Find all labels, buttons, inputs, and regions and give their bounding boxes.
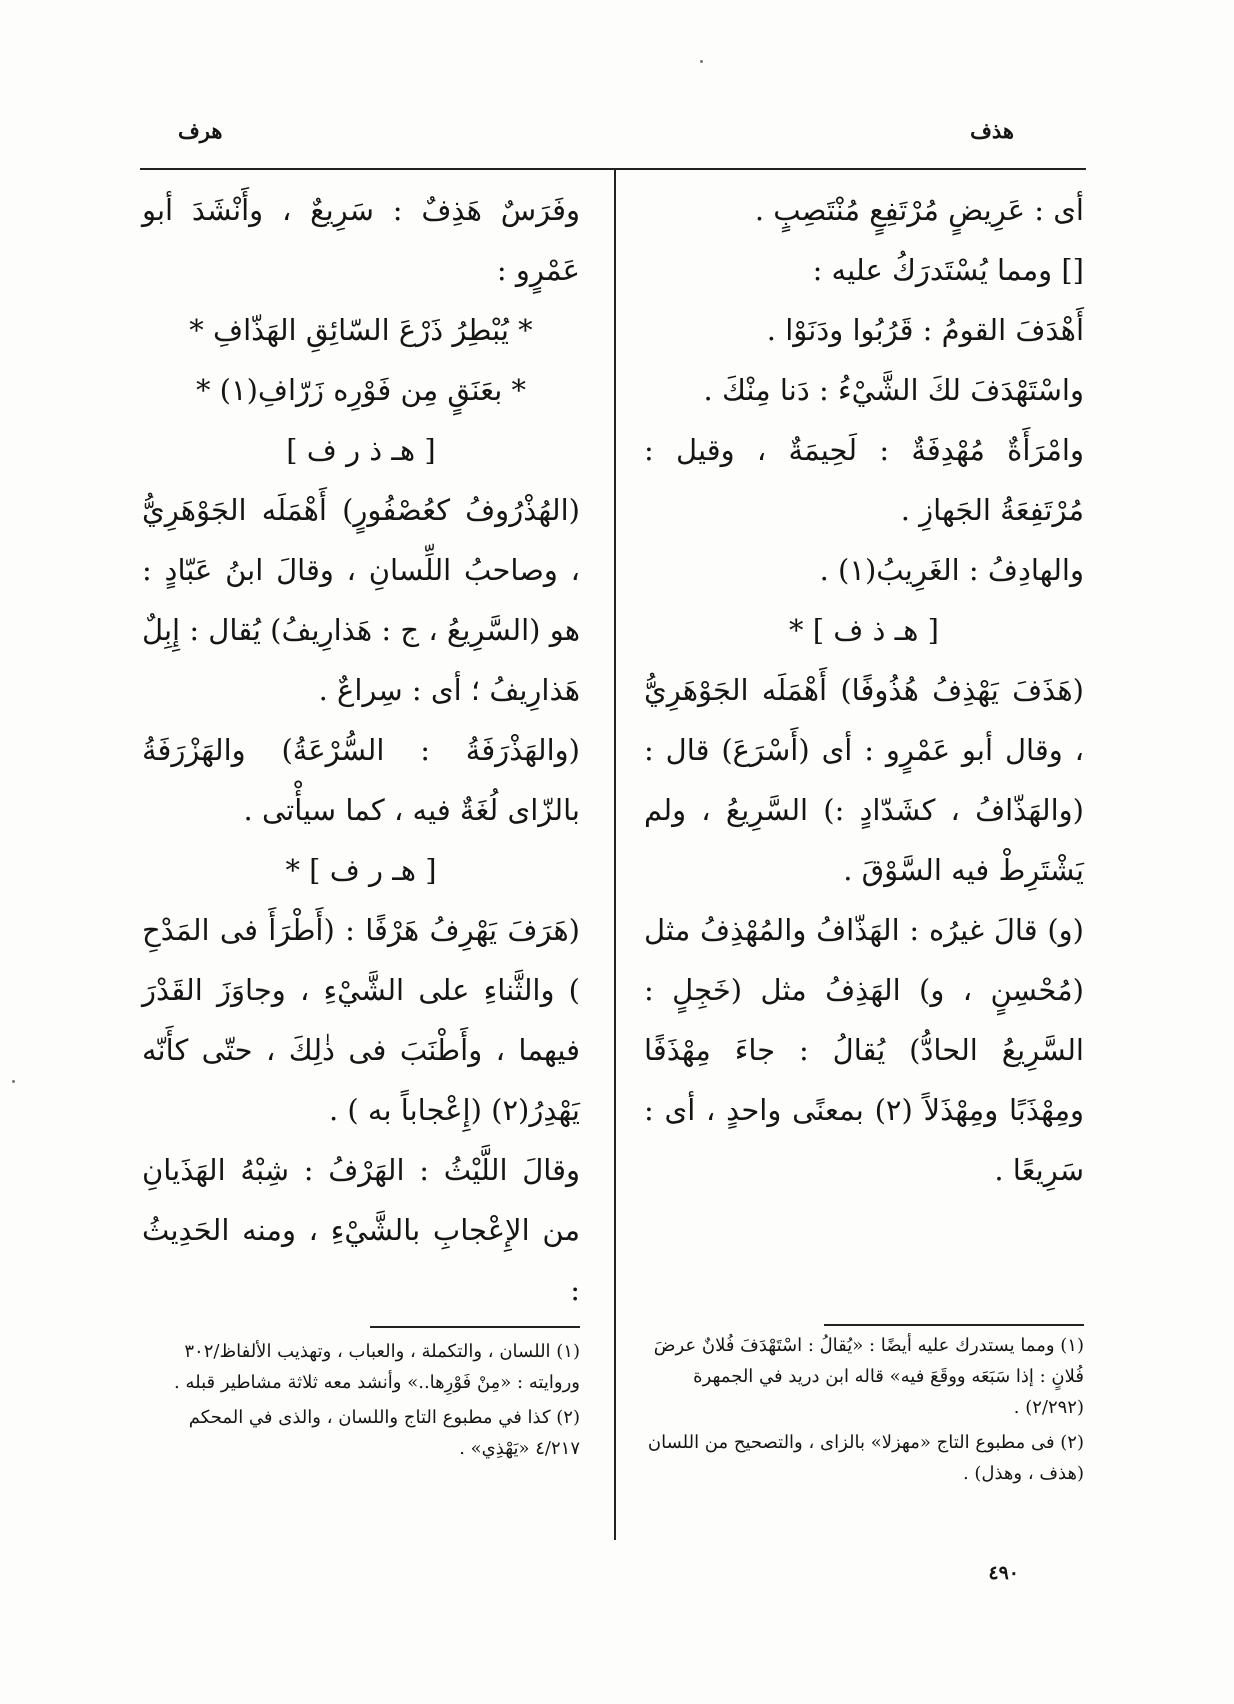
column-divider xyxy=(614,170,616,1540)
entry-heading: * يُبْطِرُ ذَرْعَ السّائِقِ الهَذّافِ * xyxy=(189,313,533,347)
footnote-rule-right xyxy=(824,1324,1084,1326)
entry-paragraph: وقالَ اللَّيْثُ : الهَرْفُ : شِبْهُ الهَذَيانِ من الإِعْجابِ بالشَّيْءِ ، ومنه الحَدِيثُ : xyxy=(142,1153,580,1307)
footnote: (٢) كذا في مطبوع التاج واللسان ، والذى في المحكم ٤/٢١٧ «يَهْذِي» . xyxy=(188,1407,580,1459)
entry-paragraph: [] ومما يُسْتَدرَكُ عليه : xyxy=(812,253,1084,287)
entry-paragraph: أى : عَرِيضٍ مُرْتَفِعٍ مُنْتَصِبٍ . xyxy=(754,193,1084,227)
running-head-left: هرف xyxy=(178,118,223,143)
entry-paragraph: والهادِفُ : الغَرِيبُ(١) . xyxy=(819,553,1084,587)
entry-paragraph: أَهْدَفَ القومُ : قَرُبُوا ودَنَوْا . xyxy=(766,313,1084,347)
entry-paragraph: (والهَذْرَفَةُ : السُّرْعَةُ) والهَزْرَفَةُ بالزّاى لُغَةٌ فيه ، كما سيأْتى . xyxy=(142,733,580,827)
footnotes-right xyxy=(644,1330,1084,1493)
header-rule xyxy=(140,168,1086,170)
entry-heading: [ هـ ذ ف ] * xyxy=(789,613,939,647)
entry-paragraph: (الهُذْرُوفُ كعُصْفُورٍ) أَهْمَلَه الجَوْهَرِيُّ ، وصاحبُ اللِّسانِ ، وقالَ ابنُ عَبّادٍ : هو (السَّرِيعُ ، ج : هَذارِيفُ) يُقال : إِبِلٌ هَذارِيفُ ؛ أى : سِراعٌ . xyxy=(142,493,580,707)
entry-heading: [ هـ ر ف ] * xyxy=(285,853,437,887)
footnote: (١) ومما يستدرك عليه أيضًا : «يُقالُ : اسْتَهْدَفَ فُلانٌ عرضَ فُلانٍ : إذا سَبَعَه ووقَعَ فيه» قاله ابن دريد في الجمهرة (٢/٢٩٢) . xyxy=(653,1335,1084,1418)
entry-paragraph: واسْتَهْدَفَ لكَ الشَّيْءُ : دَنا مِنْكَ . xyxy=(703,373,1084,407)
entry-paragraph: (و) قالَ غيرُه : الهَذّافُ والمُهْذِفُ مثل (مُحْسِنٍ ، و) الهَذِفُ مثل (خَجِلٍ : السَّرِيعُ الحادُّ) يُقالُ : جاءَ مِهْذَفًا ومِهْذَبًا ومِهْذَلاً (٢) بمعنًى واحدٍ ، أى : سَرِيعًا . xyxy=(644,913,1084,1187)
entry-paragraph: وامْرَأَةٌ مُهْدِفَةٌ : لَحِيمَةٌ ، وقيل : مُرْتَفِعَةُ الجَهازِ . xyxy=(644,433,1084,527)
left-column xyxy=(142,180,580,1320)
entry-paragraph: (هَذَفَ يَهْذِفُ هُذُوفًا) أَهْمَلَه الجَوْهَرِيُّ ، وقال أبو عَمْرٍو : أى (أَسْرَعَ) قال : (والهَذّافُ ، كشَدّادٍ :) السَّرِيعُ ، ولم يَشْتَرِطْ فيه السَّوْقَ . xyxy=(644,673,1084,887)
footnote-rule-left xyxy=(370,1326,580,1328)
footnotes-left xyxy=(142,1336,580,1468)
scan-speck xyxy=(700,60,703,63)
right-column xyxy=(644,180,1084,1200)
entry-paragraph: وفَرَسٌ هَذِفٌ : سَرِيعٌ ، وأَنْشَدَ أبو عَمْرٍو : xyxy=(142,193,580,287)
scan-speck xyxy=(12,1080,15,1083)
page-number: ٤٩٠ xyxy=(988,1562,1019,1584)
entry-heading: [ هـ ذ ر ف ] xyxy=(286,433,436,467)
footnote: (١) اللسان ، والتكملة ، والعباب ، وتهذيب الألفاظ/٣٠٢ وروايته : «مِنْ فَوْرِها..» وأنشد معه ثلاثة مشاطير قبله . xyxy=(174,1341,580,1393)
running-head-right: هذف xyxy=(970,118,1014,143)
entry-heading: * بعَنَقٍ مِن فَوْرِه زَرّافِ(١) * xyxy=(195,373,527,407)
entry-paragraph: (هَرَفَ يَهْرِفُ هَرْفًا : (أَطْرَأَ فى المَدْحِ ) والثَّناءِ على الشَّيْءِ ، وجاوَزَ القَدْرَ فيهما ، وأَطْنَبَ فى ذٰلِكَ ، حتّى كأَنّه يَهْدِرُ(٢) (إِعْجاباً به ) . xyxy=(142,913,580,1127)
footnote: (٢) فى مطبوع التاج «مهزلا» بالزاى ، والتصحيح من اللسان (هذف ، وهذل) . xyxy=(647,1432,1084,1484)
